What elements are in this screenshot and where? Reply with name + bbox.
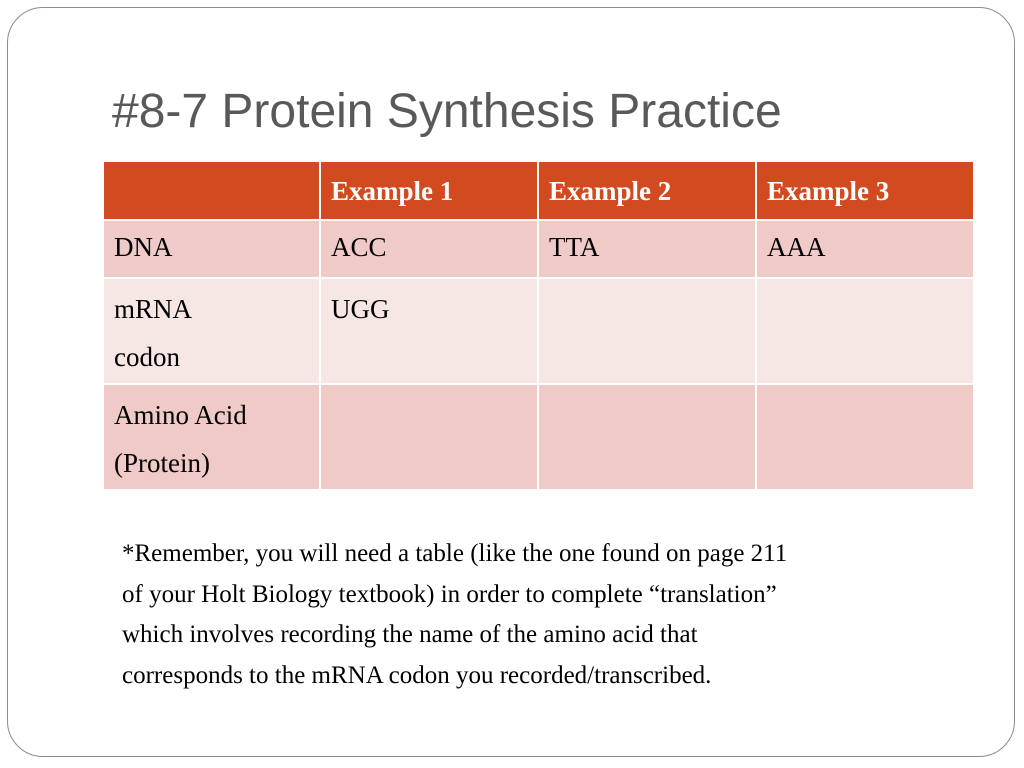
header-cell-example-3: Example 3 bbox=[756, 161, 974, 220]
row-label-amino-line1: Amino Acid bbox=[114, 400, 247, 430]
row-label-amino-acid bbox=[103, 384, 320, 490]
cell-mrna-example-2 bbox=[538, 278, 756, 384]
slide-title: #8-7 Protein Synthesis Practice bbox=[112, 85, 782, 138]
header-cell-example-1: Example 1 bbox=[320, 161, 538, 220]
cell-amino-example-2 bbox=[538, 384, 756, 490]
cell-mrna-example-3 bbox=[756, 278, 974, 384]
translation-note bbox=[122, 534, 962, 696]
row-label-mrna-line1: mRNA bbox=[114, 294, 193, 324]
header-cell-example-2: Example 2 bbox=[538, 161, 756, 220]
practice-table bbox=[102, 160, 975, 491]
row-label-amino-line2: (Protein) bbox=[114, 448, 210, 478]
table-row-dna bbox=[103, 220, 974, 278]
row-label-dna: DNA bbox=[103, 220, 320, 278]
table-row-amino-acid bbox=[103, 384, 974, 490]
row-label-mrna-line2: codon bbox=[114, 342, 180, 372]
cell-dna-example-1: ACC bbox=[320, 220, 538, 278]
cell-dna-example-3: AAA bbox=[756, 220, 974, 278]
cell-amino-example-3 bbox=[756, 384, 974, 490]
cell-dna-example-2: TTA bbox=[538, 220, 756, 278]
note-line-3: which involves recording the name of the amino acid that bbox=[122, 621, 698, 648]
row-label-mrna-codon bbox=[103, 278, 320, 384]
note-line-2: of your Holt Biology textbook) in order to complete “translation” bbox=[122, 580, 777, 608]
table-row-mrna-codon bbox=[103, 278, 974, 384]
table-header-row bbox=[103, 161, 974, 220]
note-line-1: *Remember, you will need a table (like the one found on page 211 bbox=[122, 540, 788, 567]
header-cell-empty bbox=[103, 161, 320, 220]
cell-mrna-example-1: UGG bbox=[320, 278, 538, 384]
note-line-4: corresponds to the mRNA codon you recorded/transcribed. bbox=[122, 661, 712, 689]
cell-amino-example-1 bbox=[320, 384, 538, 490]
